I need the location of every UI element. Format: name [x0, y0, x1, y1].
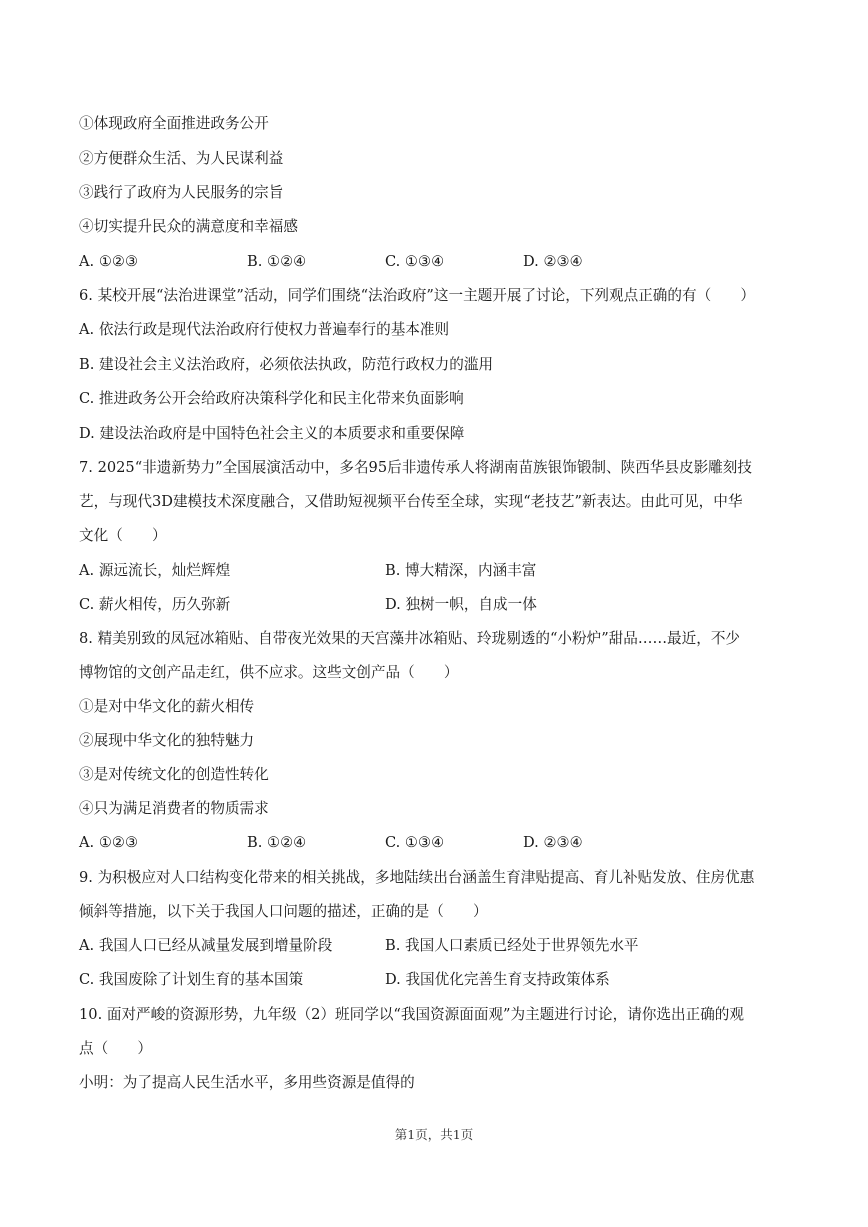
q5-option-a: A. ①②③	[79, 253, 139, 270]
q6-option-d: D. 建设法治政府是中国特色社会主义的本质要求和重要保障	[79, 425, 465, 442]
q7-options-row-2	[79, 595, 799, 615]
q8-options	[79, 833, 799, 853]
page-footer: 第1页，共1页	[394, 1127, 474, 1142]
q10-stem-line-2: 点（ ）	[79, 1040, 152, 1057]
q8-option-d: D. ②③④	[523, 834, 583, 851]
q7-stem-line-2: 艺，与现代3D建模技术深度融合，又借助短视频平台传至全球，实现“老技艺”新表达。由此可见，中华	[79, 493, 743, 510]
q8-statement-1: ①是对中华文化的薪火相传	[79, 698, 255, 715]
q6-stem: 6. 某校开展“法治进课堂”活动，同学们围绕“法治政府”这一主题开展了讨论，下列观点正确的有（ ）	[79, 287, 755, 304]
q5-options	[79, 252, 799, 272]
q5-option-d: D. ②③④	[523, 253, 583, 270]
q5-statement-3: ③践行了政府为人民服务的宗旨	[79, 184, 284, 201]
q8-statement-4: ④只为满足消费者的物质需求	[79, 800, 269, 817]
q8-option-c: C. ①③④	[385, 834, 445, 851]
q5-statement-2: ②方便群众生活、为人民谋利益	[79, 150, 284, 167]
q7-stem-line-3: 文化（ ）	[79, 527, 167, 544]
q9-option-d: D. 我国优化完善生育支持政策体系	[385, 971, 610, 988]
q8-statement-2: ②展现中华文化的独特魅力	[79, 732, 255, 749]
q9-options-row-1	[79, 936, 799, 956]
q9-option-b: B. 我国人口素质已经处于世界领先水平	[385, 937, 639, 954]
q6-option-b: B. 建设社会主义法治政府，必须依法执政，防范行政权力的滥用	[79, 356, 494, 373]
q6-option-a: A. 依法行政是现代法治政府行使权力普遍奉行的基本准则	[79, 321, 450, 338]
q6-option-c: C. 推进政务公开会给政府决策科学化和民主化带来负面影响	[79, 390, 464, 407]
q5-statement-4: ④切实提升民众的满意度和幸福感	[79, 218, 298, 235]
q10-dialogue-xiaoming: 小明：为了提高人民生活水平，多用些资源是值得的	[79, 1074, 415, 1091]
q5-option-b: B. ①②④	[247, 253, 307, 270]
q9-stem-line-2: 倾斜等措施，以下关于我国人口问题的描述，正确的是（ ）	[79, 903, 488, 920]
q8-statement-3: ③是对传统文化的创造性转化	[79, 766, 269, 783]
q9-options-row-2	[79, 970, 799, 990]
q10-stem-line-1: 10. 面对严峻的资源形势，九年级（2）班同学以“我国资源面面观”为主题进行讨论，请你选出正确的观	[79, 1006, 744, 1023]
q5-option-c: C. ①③④	[385, 253, 445, 270]
q7-option-b: B. 博大精深，内涵丰富	[385, 562, 537, 579]
q8-stem-line-2: 博物馆的文创产品走红，供不应求。这些文创产品（ ）	[79, 664, 459, 681]
q7-stem-line-1: 7. 2025“非遗新势力”全国展演活动中，多名95后非遗传承人将湖南苗族银饰锻制、陕西华县皮影雕刻技	[79, 459, 752, 476]
q7-option-a: A. 源远流长，灿烂辉煌	[79, 562, 231, 579]
q8-option-b: B. ①②④	[247, 834, 307, 851]
q9-option-c: C. 我国废除了计划生育的基本国策	[79, 971, 304, 988]
q8-option-a: A. ①②③	[79, 834, 139, 851]
q7-option-d: D. 独树一帜，自成一体	[385, 596, 537, 613]
q9-option-a: A. 我国人口已经从减量发展到增量阶段	[79, 937, 333, 954]
q7-options-row-1	[79, 561, 799, 581]
q9-stem-line-1: 9. 为积极应对人口结构变化带来的相关挑战，多地陆续出台涵盖生育津贴提高、育儿补贴发放、住房优惠	[79, 869, 755, 886]
q5-statement-1: ①体现政府全面推进政务公开	[79, 115, 269, 132]
q7-option-c: C. 薪火相传，历久弥新	[79, 596, 231, 613]
q8-stem-line-1: 8. 精美别致的凤冠冰箱贴、自带夜光效果的天宫藻井冰箱贴、玲珑剔透的“小粉炉”甜品……最近，不少	[79, 630, 741, 647]
